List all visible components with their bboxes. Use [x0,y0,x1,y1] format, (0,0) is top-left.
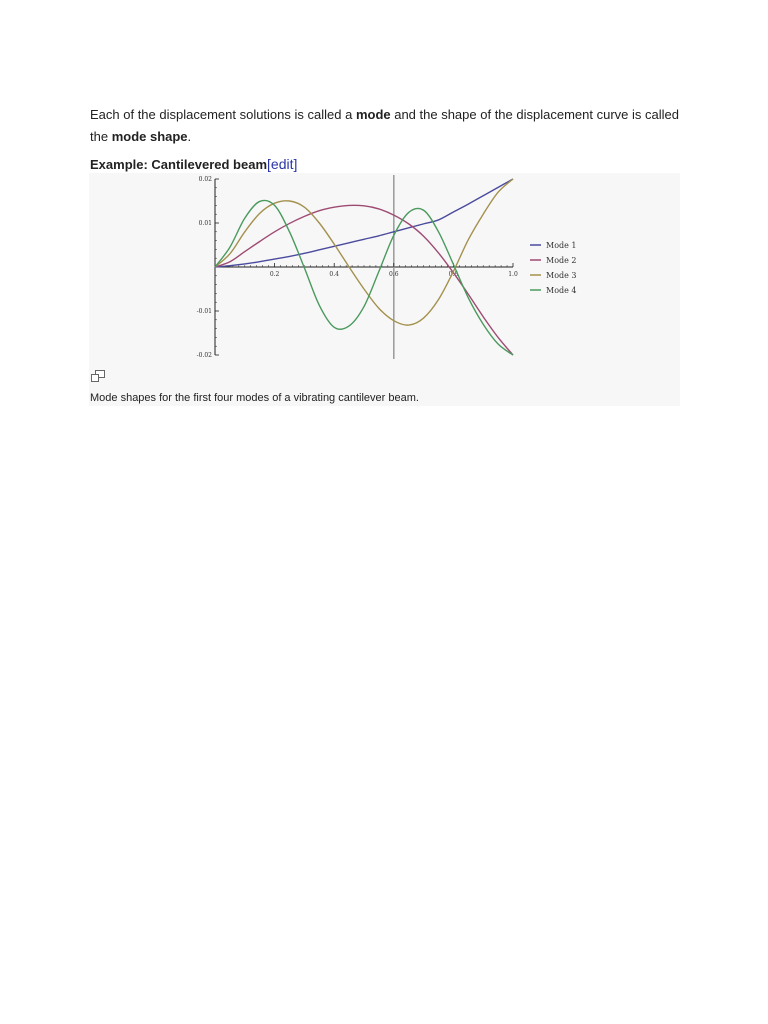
y-tick-label: 0.02 [198,176,212,183]
legend-label: Mode 2 [546,256,577,265]
legend-label: Mode 1 [546,241,577,250]
term-mode-shape: mode shape [111,129,188,144]
y-tick-label: -0.02 [196,352,212,359]
x-tick-label: 0.4 [329,271,339,278]
intro-text-1: Each of the displacement solutions is called a [90,107,356,122]
figure-box [89,173,680,406]
series-line-mode-4 [215,200,513,355]
y-tick-label: -0.01 [196,308,212,315]
mode-shape-chart[interactable] [89,173,680,368]
series-line-mode-1 [215,179,513,267]
x-tick-label: 0.8 [448,271,459,278]
term-mode: mode [355,107,391,122]
section-heading [90,154,297,175]
legend-label: Mode 3 [546,271,577,280]
edit-link[interactable]: edit [270,156,294,172]
edit-open-bracket: [ [267,156,271,172]
x-tick-label: 0.2 [269,271,280,278]
intro-text-2: and the shape of the displacement curve is called the [90,107,679,144]
magnify-clip-icon[interactable] [91,370,105,382]
figure-caption: Mode shapes for the first four modes of a vibrating cantilever beam. [90,392,419,404]
x-tick-label: 0.6 [389,271,399,278]
legend-label: Mode 4 [546,286,577,295]
series-line-mode-2 [215,205,513,355]
x-tick-label: 1.0 [508,271,518,278]
y-tick-label: 0.01 [198,220,212,227]
edit-close-bracket: ] [293,156,298,172]
intro-text-3: . [187,129,192,144]
section-title: Example: Cantilevered beam [90,157,268,172]
intro-paragraph [90,104,690,148]
